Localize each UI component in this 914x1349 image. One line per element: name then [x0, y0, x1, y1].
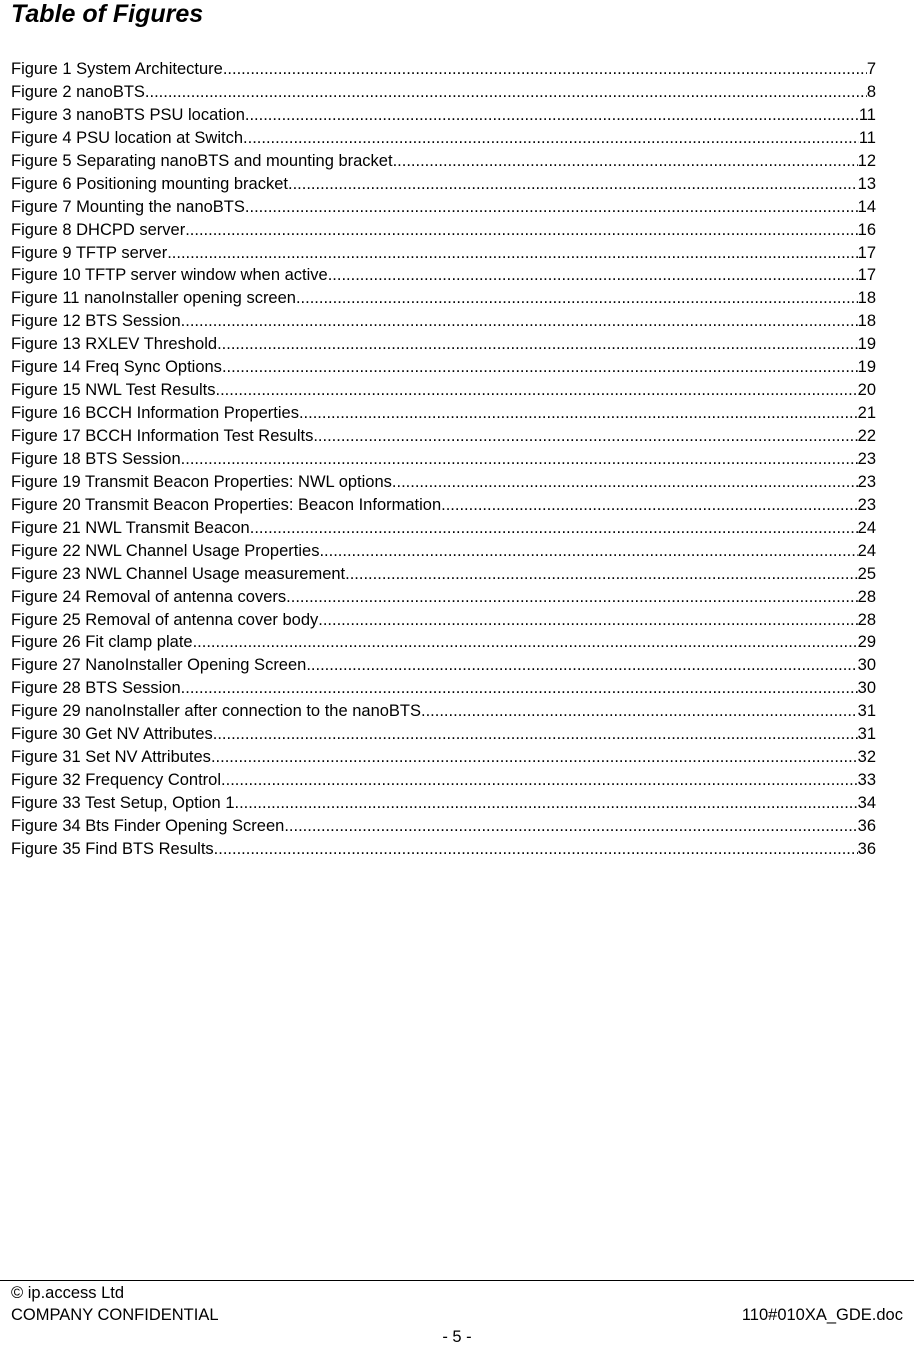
toc-dot-leader: [245, 104, 859, 127]
table-of-figures-list: [11, 58, 876, 861]
toc-dot-leader: [223, 58, 867, 81]
toc-entry-label: Figure 8 DHCPD server: [11, 220, 186, 239]
toc-dot-leader: [441, 494, 858, 517]
toc-entry-label: Figure 18 BTS Session: [11, 449, 181, 468]
toc-dot-leader: [393, 150, 858, 173]
toc-entry[interactable]: [11, 494, 876, 517]
toc-entry-page-number: 36: [857, 816, 876, 835]
toc-entry[interactable]: [11, 58, 876, 81]
toc-entry[interactable]: [11, 563, 876, 586]
toc-entry[interactable]: [11, 517, 876, 540]
toc-entry-label: Figure 19 Transmit Beacon Properties: NWL options: [11, 472, 392, 491]
toc-dot-leader: [306, 654, 857, 677]
toc-entry[interactable]: [11, 425, 876, 448]
toc-entry[interactable]: [11, 150, 876, 173]
toc-entry[interactable]: [11, 356, 876, 379]
toc-entry-page-number: 23: [857, 472, 876, 491]
toc-entry[interactable]: [11, 402, 876, 425]
toc-entry-label: Figure 11 nanoInstaller opening screen: [11, 289, 296, 308]
page-title: Table of Figures: [11, 0, 204, 28]
toc-entry-page-number: 14: [857, 197, 876, 216]
toc-dot-leader: [185, 219, 857, 242]
toc-dot-leader: [318, 609, 857, 632]
toc-dot-leader: [421, 700, 858, 723]
toc-entry-page-number: 7: [866, 60, 876, 78]
toc-entry-label: Figure 30 Get NV Attributes: [11, 725, 213, 744]
toc-dot-leader: [235, 792, 858, 815]
toc-entry[interactable]: [11, 677, 876, 700]
toc-entry-page-number: 11: [858, 128, 876, 147]
toc-dot-leader: [284, 815, 857, 838]
toc-entry[interactable]: [11, 723, 876, 746]
toc-entry-page-number: 18: [857, 289, 876, 308]
toc-entry[interactable]: [11, 127, 876, 150]
toc-dot-leader: [211, 746, 858, 769]
toc-entry[interactable]: [11, 769, 876, 792]
toc-dot-leader: [222, 356, 858, 379]
toc-entry-page-number: 25: [857, 564, 876, 583]
toc-dot-leader: [181, 310, 858, 333]
toc-dot-leader: [221, 769, 858, 792]
toc-entry[interactable]: [11, 104, 876, 127]
toc-entry-page-number: 22: [857, 427, 876, 445]
toc-entry-page-number: 19: [857, 358, 876, 377]
toc-dot-leader: [319, 540, 857, 563]
toc-entry-label: Figure 24 Removal of antenna covers: [11, 587, 287, 606]
toc-entry-label: Figure 28 BTS Session: [11, 679, 181, 698]
toc-dot-leader: [217, 333, 858, 356]
toc-entry-label: Figure 25 Removal of antenna cover body: [11, 610, 319, 629]
toc-entry-page-number: 17: [857, 266, 876, 285]
footer-page-number: - 5 -: [442, 1328, 472, 1346]
toc-entry-label: Figure 33 Test Setup, Option 1: [11, 794, 235, 812]
toc-entry-label: Figure 5 Separating nanoBTS and mounting bracket: [11, 151, 393, 170]
toc-entry[interactable]: [11, 264, 876, 287]
toc-entry-page-number: 17: [857, 243, 876, 262]
toc-entry-label: Figure 4 PSU location at Switch: [11, 128, 244, 147]
toc-entry-page-number: 36: [857, 839, 876, 858]
toc-entry[interactable]: [11, 333, 876, 356]
toc-dot-leader: [193, 631, 858, 654]
toc-entry[interactable]: [11, 81, 876, 104]
toc-entry-page-number: 23: [857, 449, 876, 468]
toc-dot-leader: [167, 242, 857, 265]
toc-entry-page-number: 31: [857, 702, 876, 721]
toc-entry-label: Figure 3 nanoBTS PSU location: [11, 105, 245, 124]
toc-entry-label: Figure 1 System Architecture: [11, 60, 223, 78]
footer-document-id: 110#010XA_GDE.doc: [741, 1306, 903, 1324]
toc-entry-page-number: 19: [857, 335, 876, 354]
toc-dot-leader: [181, 677, 858, 700]
toc-entry-page-number: 33: [857, 771, 876, 790]
toc-entry[interactable]: [11, 173, 876, 196]
footer-confidentiality-notice: COMPANY CONFIDENTIAL: [11, 1306, 219, 1324]
toc-entry[interactable]: [11, 792, 876, 815]
toc-entry[interactable]: [11, 448, 876, 471]
toc-entry[interactable]: [11, 242, 876, 265]
toc-entry-label: Figure 10 TFTP server window when active: [11, 266, 328, 285]
toc-entry[interactable]: [11, 654, 876, 677]
toc-entry[interactable]: [11, 310, 876, 333]
toc-entry-page-number: 30: [857, 679, 876, 698]
footer-copyright: © ip.access Ltd: [11, 1284, 125, 1302]
toc-entry-page-number: 18: [857, 312, 876, 331]
toc-entry-label: Figure 7 Mounting the nanoBTS: [11, 197, 245, 216]
toc-entry-label: Figure 29 nanoInstaller after connection to the nanoBTS: [11, 702, 422, 721]
toc-dot-leader: [216, 379, 858, 402]
toc-entry[interactable]: [11, 287, 876, 310]
toc-entry-label: Figure 2 nanoBTS: [11, 82, 145, 101]
toc-entry[interactable]: [11, 379, 876, 402]
toc-entry-label: Figure 34 Bts Finder Opening Screen: [11, 816, 285, 835]
toc-entry-page-number: 30: [857, 656, 876, 675]
toc-entry-page-number: 32: [857, 748, 876, 767]
toc-entry-label: Figure 26 Fit clamp plate: [11, 633, 193, 652]
toc-entry-label: Figure 6 Positioning mounting bracket: [11, 174, 288, 193]
toc-entry[interactable]: [11, 815, 876, 838]
toc-dot-leader: [299, 402, 858, 425]
toc-entry-page-number: 16: [857, 220, 876, 239]
toc-entry-page-number: 24: [857, 518, 876, 537]
toc-dot-leader: [213, 723, 858, 746]
toc-entry-label: Figure 17 BCCH Information Test Results: [11, 427, 314, 445]
toc-entry-page-number: 29: [857, 633, 876, 652]
toc-entry[interactable]: [11, 196, 876, 219]
toc-entry-page-number: 13: [857, 174, 876, 193]
toc-dot-leader: [245, 196, 858, 219]
toc-entry-label: Figure 16 BCCH Information Properties: [11, 404, 299, 423]
toc-entry-page-number: 31: [857, 725, 876, 744]
toc-entry-page-number: 24: [857, 541, 876, 560]
toc-entry-label: Figure 15 NWL Test Results: [11, 381, 216, 400]
toc-entry-label: Figure 13 RXLEV Threshold: [11, 335, 218, 354]
toc-dot-leader: [392, 471, 858, 494]
toc-dot-leader: [288, 173, 858, 196]
toc-entry-page-number: 8: [866, 82, 876, 101]
toc-entry[interactable]: [11, 586, 876, 609]
toc-entry-label: Figure 35 Find BTS Results: [11, 839, 214, 858]
toc-dot-leader: [296, 287, 858, 310]
toc-dot-leader: [345, 563, 858, 586]
toc-entry-label: Figure 12 BTS Session: [11, 312, 181, 331]
toc-entry-page-number: 20: [857, 381, 876, 400]
toc-dot-leader: [328, 264, 858, 287]
toc-dot-leader: [181, 448, 858, 471]
toc-entry-page-number: 21: [857, 404, 876, 423]
toc-entry[interactable]: [11, 540, 876, 563]
toc-entry-page-number: 11: [858, 105, 876, 124]
toc-entry-label: Figure 9 TFTP server: [11, 243, 168, 262]
toc-entry[interactable]: [11, 700, 876, 723]
toc-entry[interactable]: [11, 471, 876, 494]
toc-entry-label: Figure 22 NWL Channel Usage Properties: [11, 541, 320, 560]
toc-entry-label: Figure 20 Transmit Beacon Properties: Beacon Information: [11, 495, 442, 514]
toc-entry-label: Figure 21 NWL Transmit Beacon: [11, 518, 250, 537]
toc-entry-label: Figure 14 Freq Sync Options: [11, 358, 222, 377]
toc-entry-label: Figure 31 Set NV Attributes: [11, 748, 211, 767]
toc-entry[interactable]: [11, 746, 876, 769]
toc-dot-leader: [286, 586, 857, 609]
footer-divider: [0, 1280, 914, 1281]
toc-entry-label: Figure 23 NWL Channel Usage measurement: [11, 564, 346, 583]
toc-entry-page-number: 28: [857, 587, 876, 606]
toc-dot-leader: [313, 425, 857, 448]
toc-dot-leader: [214, 838, 858, 861]
toc-entry-label: Figure 27 NanoInstaller Opening Screen: [11, 656, 307, 675]
toc-entry-page-number: 12: [857, 151, 876, 170]
toc-entry[interactable]: [11, 631, 876, 654]
toc-entry-label: Figure 32 Frequency Control: [11, 771, 222, 790]
toc-entry[interactable]: [11, 609, 876, 632]
toc-entry-page-number: 23: [857, 495, 876, 514]
toc-entry[interactable]: [11, 219, 876, 242]
toc-dot-leader: [243, 127, 859, 150]
toc-entry-page-number: 28: [857, 610, 876, 629]
toc-entry-page-number: 34: [857, 794, 876, 812]
toc-dot-leader: [145, 81, 867, 104]
toc-dot-leader: [250, 517, 858, 540]
toc-entry[interactable]: [11, 838, 876, 861]
